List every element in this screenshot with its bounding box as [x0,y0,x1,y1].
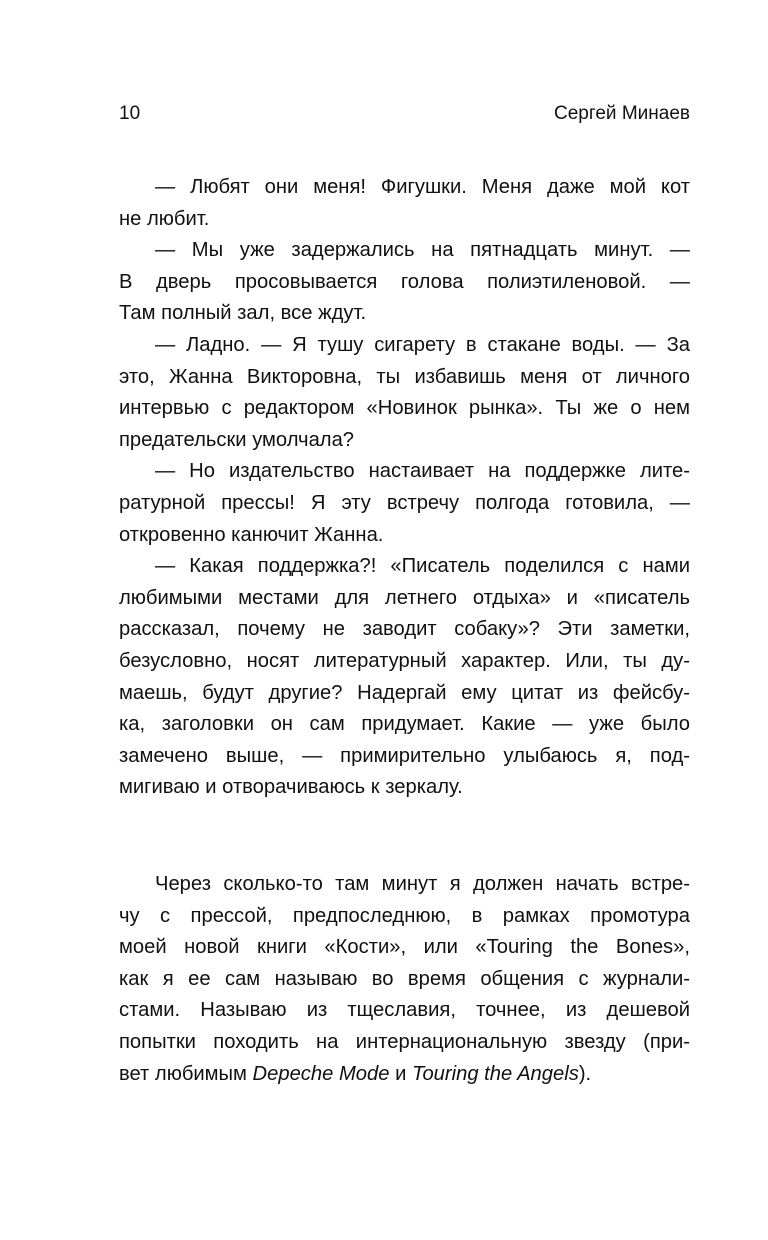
running-head-author: Сергей Минаев [554,103,690,124]
text-line: — Ладно. — Я тушу сигарету в стакане воды. — За [155,333,690,356]
text-line: как я ее сам называю во время общения с журнали- [119,967,690,990]
narrative-section [119,869,690,1090]
text-fragment: ). [578,1062,592,1085]
paragraph [119,551,690,804]
dialogue-section [119,172,690,804]
text-line: рассказал, почему не заводит собаку»? Эти заметки, [119,618,690,641]
band-name: Depeche Mode [252,1062,390,1085]
text-line: — Любят они меня! Фигушки. Меня даже мой кот [155,176,690,198]
text-line: безусловно, носят литературный характер. Или, ты ду- [119,649,690,672]
text-line: маешь, будут другие? Надергай ему цитат из фейсбу- [119,681,690,704]
text-line: попытки походить на интернациональную звезду (при- [119,1030,690,1053]
text-line: Через сколько-то там минут я должен начать встре- [155,873,690,895]
text-line [119,1059,690,1091]
text-fragment: вет любимым [119,1062,253,1085]
tour-name: Touring the Angels [411,1062,579,1085]
paragraph [119,172,690,235]
text-line: В дверь просовывается голова полиэтиленовой. — [119,270,690,293]
text-line: стами. Называю из тщеславия, точнее, из дешевой [119,999,690,1022]
text-line: мигиваю и отворачиваюсь к зеркалу. [119,776,463,799]
text-line: моей новой книги «Кости», или «Touring the Bones», [119,936,690,959]
text-line: Там полный зал, все ждут. [119,302,367,325]
paragraph [119,235,690,330]
text-line: — Мы уже задержались на пятнадцать минут. — [155,239,690,262]
text-line: — Но издательство настаивает на поддержке лите- [155,460,690,483]
paragraph [119,330,690,456]
text-line: предательски умолчала? [119,428,355,451]
text-line: чу с прессой, предпоследнюю, в рамках промотура [119,904,690,927]
text-line: любимыми местами для летнего отдыха» и «писатель [119,586,690,609]
text-line: ка, заголовки он сам придумает. Какие — уже было [119,713,690,736]
page-header [119,100,690,128]
paragraph [119,456,690,551]
text-line: ратурной прессы! Я эту встречу полгода готовила, — [119,491,690,514]
text-line: интервью с редактором «Новинок рынка». Ты же о нем [119,397,690,420]
text-line: — Какая поддержка?! «Писатель поделился с нами [155,555,690,578]
text-line: это, Жанна Викторовна, ты избавишь меня от личного [119,365,690,388]
page-number: 10 [119,103,141,124]
text-fragment: и [389,1062,412,1085]
text-line: замечено выше, — примирительно улыбаюсь я, под- [119,744,690,767]
paragraph [119,869,690,1090]
text-line: откровенно канючит Жанна. [119,523,384,546]
text-line: не любит. [119,207,210,230]
